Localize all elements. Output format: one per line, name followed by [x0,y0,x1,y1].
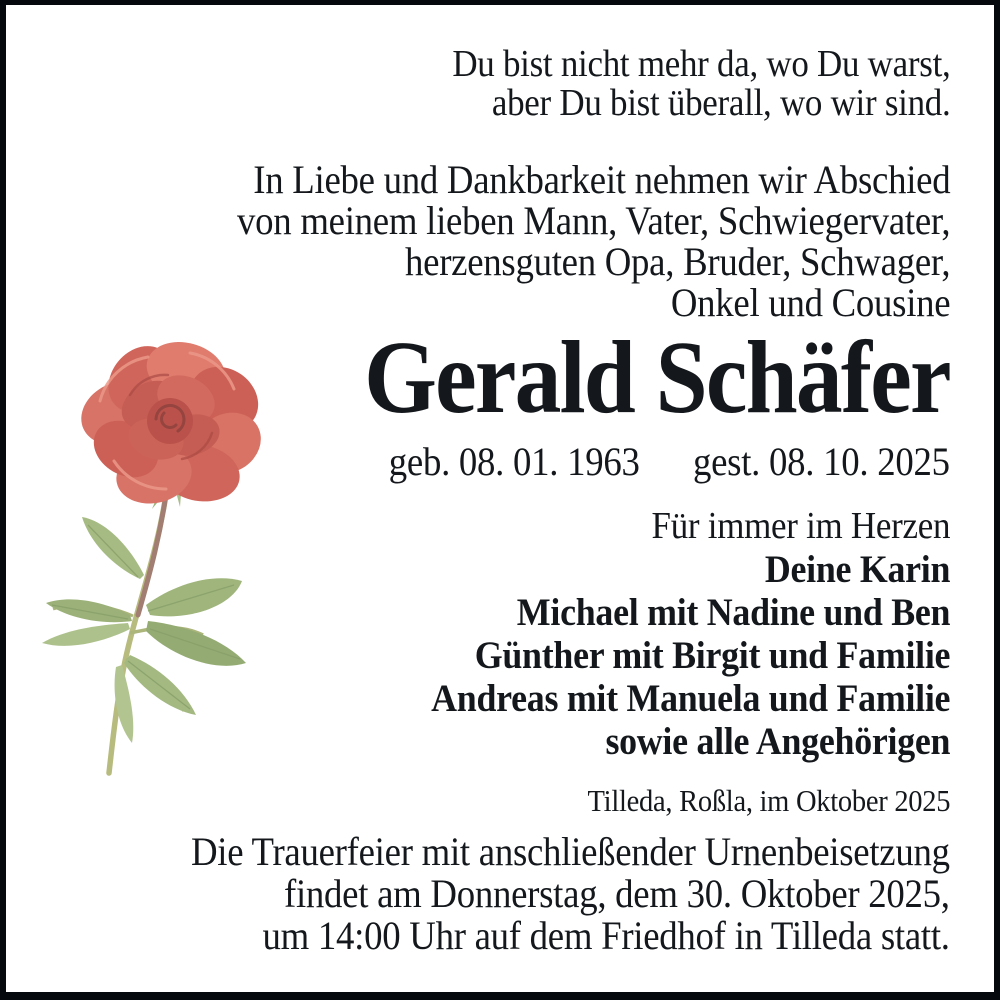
rose-illustration [18,333,268,783]
intro-block [237,159,950,323]
remembrance-block [431,505,950,763]
deceased-name: Gerald Schäfer [364,320,950,435]
funeral-info-block [191,831,950,957]
funeral-line: findet am Donnerstag, dem 30. Oktober 2025, [284,871,950,916]
dates-row [389,441,950,483]
intro-line: Onkel und Cousine [670,280,950,325]
intro-line: herzensguten Opa, Bruder, Schwager, [404,239,950,284]
birth-date: geb. 08. 01. 1963 [389,439,640,484]
mourner-line: Deine Karin [764,548,950,591]
rose-photo [18,333,268,783]
quote-line: aber Du bist überall, wo wir sind. [491,82,950,124]
mourner-line: sowie alle Angehörigen [605,720,950,763]
death-date: gest. 08. 10. 2025 [693,439,950,484]
intro-line: von meinem lieben Mann, Vater, Schwiegervater, [236,198,950,243]
remembrance-heading: Für immer im Herzen [651,505,950,547]
place-date-line: Tilleda, Roßla, im Oktober 2025 [587,783,950,818]
quote-line: Du bist nicht mehr da, wo Du warst, [451,43,950,85]
mourner-line: Michael mit Nadine und Ben [516,591,950,634]
quote-block [452,45,950,123]
mourner-line: Andreas mit Manuela und Familie [430,677,950,720]
funeral-line: um 14:00 Uhr auf dem Friedhof in Tilleda statt. [262,913,951,958]
intro-line: In Liebe und Dankbarkeit nehmen wir Abschied [252,157,950,202]
funeral-line: Die Trauerfeier mit anschließender Urnenbeisetzung [191,829,950,874]
mourner-line: Günther mit Birgit und Familie [474,634,950,677]
